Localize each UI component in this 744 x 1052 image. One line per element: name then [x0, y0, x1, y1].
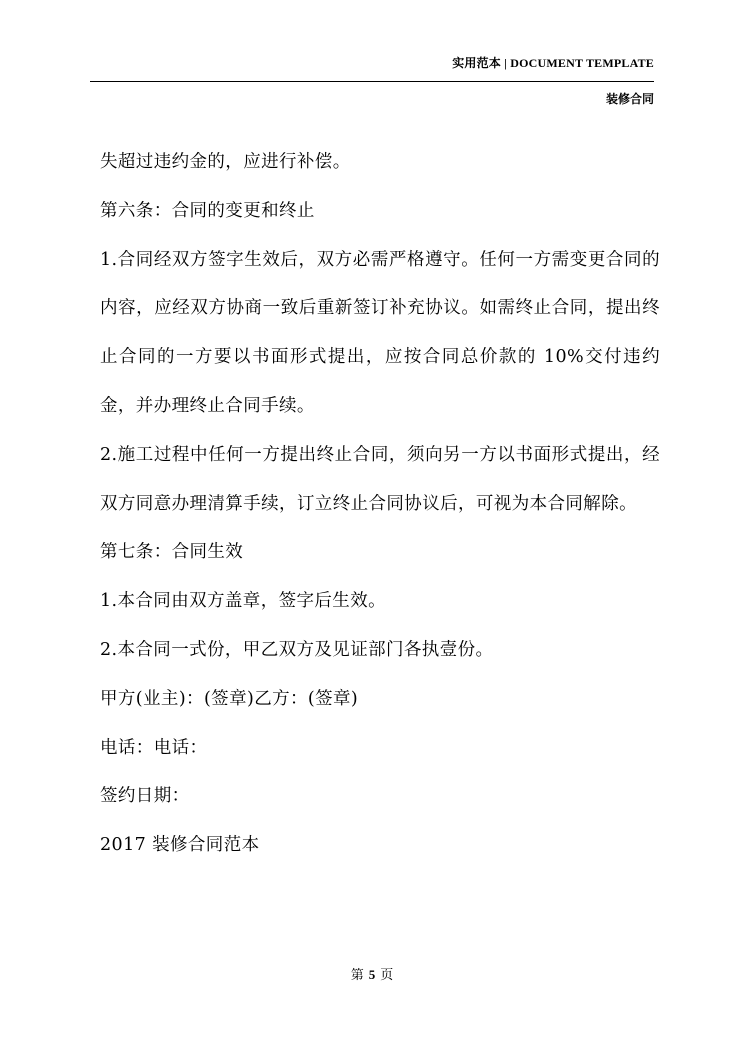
document-body: [100, 138, 660, 870]
page-label-prefix: 第: [350, 967, 364, 982]
signature-line-phone: 电话：电话：: [100, 737, 208, 758]
page-number: 5: [368, 967, 376, 982]
header-title: 实用范本 | DOCUMENT TEMPLATE: [452, 56, 654, 70]
paragraph-compensation: 失超过违约金的，应进行补偿。: [100, 152, 351, 172]
header-subtitle: 装修合同: [605, 92, 654, 106]
page-label-suffix: 页: [380, 967, 394, 982]
heading-article-seven: 第七条：合同生效: [100, 542, 244, 563]
paragraph-article-seven-clause-2: 2.本合同一式份，甲乙双方及见证部门各执壹份。: [100, 639, 494, 660]
paragraph-article-seven-clause-1: 1.本合同由双方盖章，签字后生效。: [100, 591, 386, 612]
document-title-line: 2017 装修合同范本: [100, 835, 260, 856]
paragraph-article-six-clause-1: 1.合同经双方签字生效后，双方必需严格遵守。任何一方需变更合同的内容，应经双方协商一致后重新签订补充协议。如需终止合同，提出终止合同的一方要以书面形式提出，应按合同总价款的 10%交付违约金，并办理终止合同手续。: [100, 249, 660, 416]
signature-line-date: 签约日期：: [100, 786, 190, 807]
signature-line-parties: 甲方(业主)：(签章)乙方：(签章): [100, 688, 359, 709]
page-footer: [0, 964, 744, 983]
header-divider: [90, 81, 654, 82]
heading-article-six: 第六条：合同的变更和终止: [100, 200, 315, 221]
paragraph-article-six-clause-2: 2.施工过程中任何一方提出终止合同，须向另一方以书面形式提出，经双方同意办理清算手续，订立终止合同协议后，可视为本合同解除。: [100, 444, 660, 514]
